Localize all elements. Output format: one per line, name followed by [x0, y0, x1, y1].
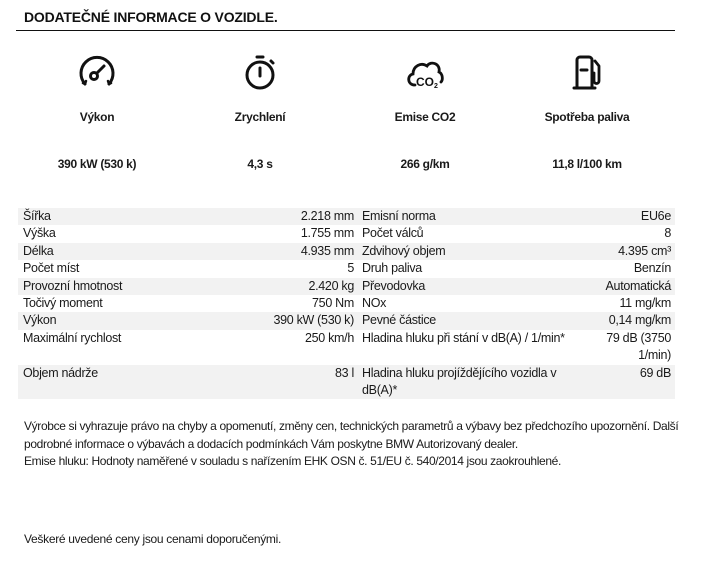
- kpi-co2: [350, 40, 500, 171]
- disclaimer-notes: [24, 418, 684, 471]
- disclaimer-text: Výrobce si vyhrazuje právo na chyby a opomenutí, změny cen, technických parametrů a výbavy bez předchozího upozornění. Další podrobné informace o výbavách a dodacích podmínkách Vám poskytne BMW Autorizovaný dealer.: [24, 419, 679, 451]
- spec-label: Pevné částice: [362, 313, 436, 328]
- kpi-fuel: [512, 40, 662, 171]
- kpi-value: 390 kW (530 k): [57, 157, 137, 171]
- kpi-power: [22, 40, 172, 171]
- svg-text:2: 2: [434, 83, 438, 90]
- spec-value: 4.395 cm³: [618, 243, 671, 258]
- spec-value: 250 km/h: [304, 330, 354, 345]
- table-row: [18, 225, 675, 242]
- spec-value: 69 dB: [639, 365, 671, 380]
- spec-value: 2.218 mm: [300, 209, 354, 223]
- section-title: DODATEČNÉ INFORMACE O VOZIDLE.: [24, 9, 278, 25]
- table-row: [18, 365, 675, 400]
- spec-label: Počet válců: [362, 226, 424, 241]
- table-row: [18, 243, 675, 260]
- spec-label: Výška: [23, 226, 56, 241]
- spec-value: 83 l: [335, 365, 354, 380]
- spec-value: 5: [347, 261, 354, 276]
- table-row: [18, 330, 675, 365]
- spec-label: Objem nádrže: [23, 365, 98, 380]
- spec-value: 2.420 kg: [308, 278, 354, 293]
- spec-table: [18, 208, 675, 399]
- key-figures: [0, 40, 725, 180]
- table-row: [18, 312, 675, 329]
- noise-emission-note: Emise hluku: Hodnoty naměřené v souladu s nařízením EHK OSN č. 51/EU č. 540/2014 jsou zaokrouhlené.: [24, 454, 561, 469]
- spec-label: Převodovka: [362, 278, 426, 293]
- price-note: Veškeré uvedené ceny jsou cenami doporučenými.: [24, 532, 282, 546]
- spec-label: Hladina hluku projíždějícího vozidla v dB(A)*: [362, 365, 557, 398]
- spec-value: 390 kW (530 k): [273, 313, 354, 328]
- co2-cloud-icon: [401, 48, 449, 96]
- spec-label: Délka: [23, 243, 54, 258]
- spec-value: 1.755 mm: [300, 226, 354, 241]
- svg-text:CO: CO: [416, 75, 434, 89]
- spec-value: Automatická: [605, 278, 671, 293]
- kpi-acceleration: [185, 40, 335, 171]
- spec-label: Točivý moment: [23, 296, 103, 311]
- spec-label: Hladina hluku při stání v dB(A) / 1/min*: [362, 330, 565, 345]
- table-row: [18, 295, 675, 312]
- spec-label: Provozní hmotnost: [23, 278, 123, 293]
- table-row: [18, 278, 675, 295]
- spec-value: 79 dB (3750 1/min): [606, 330, 671, 363]
- spec-value: 8: [664, 226, 671, 241]
- spec-label: Emisní norma: [362, 209, 436, 223]
- spec-value: 4.935 mm: [300, 243, 354, 258]
- spec-label: Zdvihový objem: [362, 243, 446, 258]
- spec-label: Maximální rychlost: [23, 330, 122, 345]
- kpi-label: Spotřeba paliva: [544, 110, 630, 124]
- speedometer-icon: [73, 48, 121, 96]
- spec-label: NOx: [362, 296, 387, 311]
- spec-value: Benzín: [633, 261, 671, 276]
- kpi-value: 266 g/km: [400, 157, 450, 171]
- table-row: [18, 208, 675, 225]
- spec-label: Šířka: [23, 209, 51, 223]
- spec-label: Počet míst: [23, 261, 80, 276]
- title-divider: [16, 30, 675, 31]
- kpi-label: Emise CO2: [394, 110, 456, 124]
- spec-label: Výkon: [23, 313, 57, 328]
- spec-value: 11 mg/km: [619, 296, 671, 311]
- stopwatch-icon: [236, 48, 284, 96]
- table-row: [18, 260, 675, 277]
- spec-value: 0,14 mg/km: [608, 313, 671, 328]
- spec-value: 750 Nm: [312, 296, 354, 311]
- spec-label: Druh paliva: [362, 261, 422, 276]
- spec-value: EU6e: [640, 209, 671, 223]
- kpi-value: 4,3 s: [247, 157, 273, 171]
- kpi-value: 11,8 l/100 km: [552, 157, 622, 171]
- fuel-pump-icon: [563, 48, 611, 96]
- kpi-label: Výkon: [79, 110, 115, 124]
- kpi-label: Zrychlení: [234, 110, 286, 124]
